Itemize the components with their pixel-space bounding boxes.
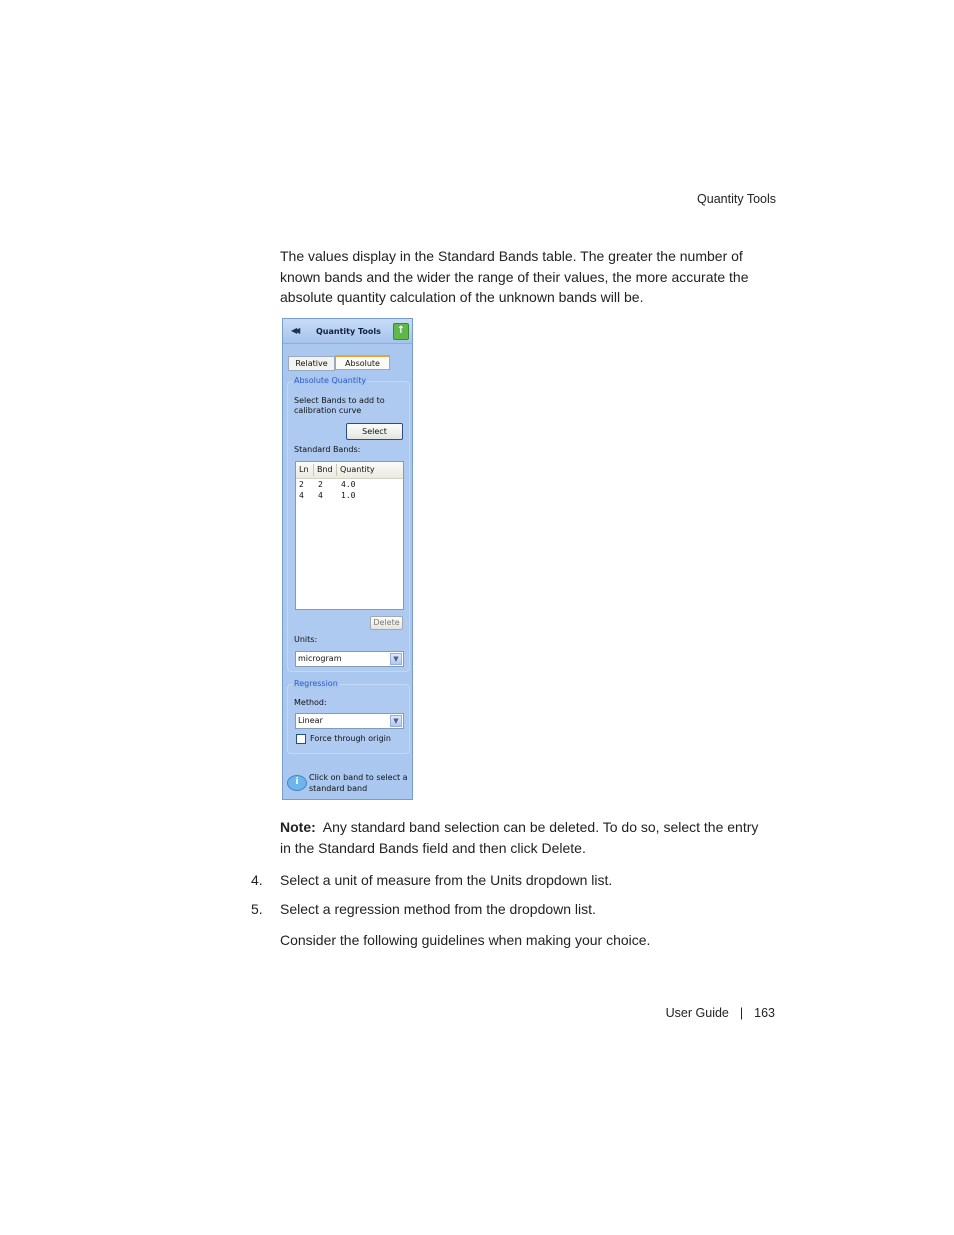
page-number: 163 xyxy=(754,1006,775,1020)
regression-group xyxy=(287,679,410,754)
step-text: Select a unit of measure from the Units dropdown list. xyxy=(280,872,613,888)
footer-doc-title: User Guide xyxy=(665,1006,729,1020)
info-bubble-icon: i xyxy=(287,775,307,791)
select-bands-instruction: Select Bands to add to calibration curve xyxy=(294,396,385,415)
cell-bnd: 4 xyxy=(318,491,323,500)
note-paragraph xyxy=(280,817,760,858)
column-header-ln[interactable]: Ln xyxy=(299,465,309,474)
quantity-tools-panel xyxy=(282,318,413,800)
standard-bands-table[interactable] xyxy=(295,461,404,610)
panel-title-bar xyxy=(283,319,412,344)
tab-absolute[interactable]: Absolute xyxy=(335,355,390,370)
force-origin-label: Force through origin xyxy=(310,734,391,743)
units-label: Units: xyxy=(294,635,318,644)
absolute-quantity-group xyxy=(287,376,410,672)
units-dropdown[interactable] xyxy=(295,651,404,667)
up-arrow-icon[interactable]: ↑ xyxy=(393,323,409,340)
footer-separator: | xyxy=(739,1006,744,1020)
absolute-quantity-label: Absolute Quantity xyxy=(294,376,367,385)
method-value: Linear xyxy=(298,716,323,725)
guidelines-paragraph: Consider the following guidelines when making your choice. xyxy=(280,932,651,948)
select-button[interactable]: Select xyxy=(346,423,403,440)
cell-ln: 2 xyxy=(299,480,304,489)
step-number: 4. xyxy=(251,872,263,888)
standard-bands-label: Standard Bands: xyxy=(294,445,361,454)
running-header: Quantity Tools xyxy=(697,192,776,206)
table-row[interactable] xyxy=(296,491,403,502)
delete-button[interactable]: Delete xyxy=(370,616,403,630)
cell-bnd: 2 xyxy=(318,480,323,489)
column-header-bnd[interactable]: Bnd xyxy=(317,465,333,474)
regression-label: Regression xyxy=(294,679,338,688)
collapse-icon[interactable]: ◀◀ xyxy=(291,326,298,335)
step-text: Select a regression method from the dropdown list. xyxy=(280,901,596,917)
cell-quantity: 1.0 xyxy=(341,491,356,500)
intro-paragraph: The values display in the Standard Bands table. The greater the number of known bands and the wider the range of their values, the more accurate the absolute quantity calculation of the unknown bands will be. xyxy=(280,248,749,305)
chevron-down-icon[interactable]: ▼ xyxy=(390,715,402,727)
note-label: Note: xyxy=(280,819,316,835)
cell-ln: 4 xyxy=(299,491,304,500)
tab-relative[interactable]: Relative xyxy=(288,356,335,371)
cell-quantity: 4.0 xyxy=(341,480,356,489)
column-header-quantity[interactable]: Quantity xyxy=(340,465,375,474)
note-text: Any standard band selection can be deleted. To do so, select the entry in the Standard Bands field and then click Delete. xyxy=(280,819,759,856)
table-header xyxy=(296,462,403,479)
force-origin-checkbox[interactable] xyxy=(296,734,306,744)
hint-text: Click on band to select a standard band xyxy=(309,773,408,793)
page-footer xyxy=(560,1006,775,1020)
method-dropdown[interactable] xyxy=(295,713,404,729)
method-label: Method: xyxy=(294,698,327,707)
table-row[interactable] xyxy=(296,480,403,491)
units-value: microgram xyxy=(298,654,342,663)
chevron-down-icon[interactable]: ▼ xyxy=(390,653,402,665)
step-number: 5. xyxy=(251,901,263,917)
panel-title: Quantity Tools xyxy=(316,327,381,336)
